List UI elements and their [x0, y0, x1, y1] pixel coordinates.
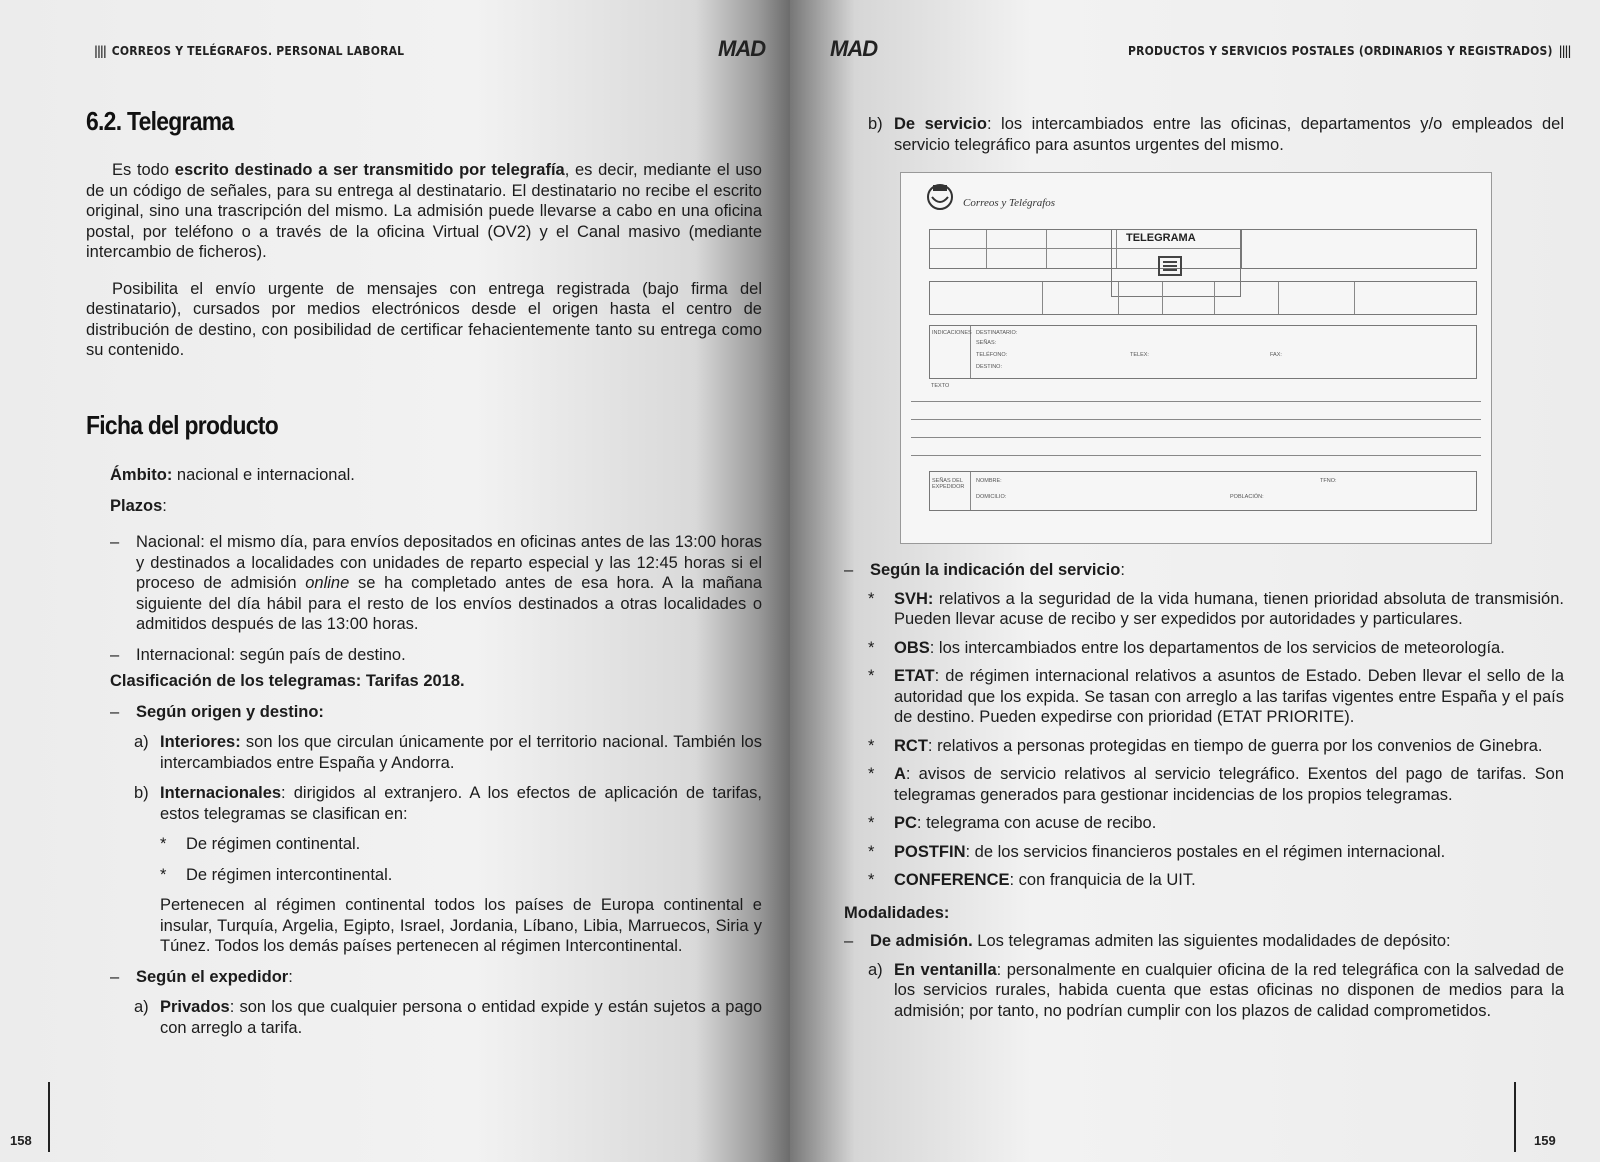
regimen-continental: * De régimen continental. — [160, 835, 361, 853]
running-head-bars: |||| — [94, 44, 106, 58]
indicacion-label: – Según la indicación del servicio: — [844, 561, 1125, 579]
indicacion-section — [844, 560, 1564, 1021]
correos-logo-icon — [923, 181, 957, 211]
service-code-text: : telegrama con acuse de recibo. — [916, 814, 1157, 832]
telegram-form-image — [900, 172, 1492, 544]
right-page-number-rule — [1514, 1082, 1516, 1152]
service-code: POSTFIN — [894, 842, 966, 861]
service-code-text: : de los servicios financieros postales en el régimen internacional. — [965, 842, 1446, 861]
clasificacion-label: Clasificación de los telegramas: Tarifas 2018. — [110, 672, 465, 690]
form-texto-label: TEXTO — [931, 383, 950, 389]
service-code: PC — [894, 814, 917, 832]
form-destinatario-box: INDICACIONES DESTINATARIO: SEÑAS: TELÉFONO: DESTINO: TELEX: FAX: — [929, 325, 1477, 379]
service-code-item: * CONFERENCE: con franquicia de la UIT. — [868, 871, 1196, 889]
left-page — [0, 0, 790, 1162]
origen-destino-label: – Según origen y destino: — [110, 702, 324, 721]
service-code: SVH: — [894, 589, 934, 608]
pertenecen-paragraph: Pertenecen al régimen continental todos los países de Europa continental e insular, Turquía, Argelia, Egipto, Israel, Jordania, Líbano, Libia, Marruecos, Siria y Túnez. Todos los demás países pertenecen al régimen Intercontinental. — [160, 896, 762, 955]
left-publisher-logo: MAD — [718, 36, 766, 61]
right-page-number: 159 — [1534, 1133, 1556, 1148]
right-running-head — [1128, 44, 1576, 58]
plazos-label: Plazos: — [110, 496, 167, 515]
plazo-internacional: – Internacional: según país de destino. — [110, 645, 406, 664]
left-body — [86, 160, 762, 361]
section-title: 6.2. Telegrama — [86, 106, 234, 136]
service-code-text: : avisos de servicio relativos al servicio telegráfico. Exentos del pago de tarifas. Son telegramas generados para gestionar incidencias de los propios telegramas. — [894, 765, 1564, 804]
service-code-item: * OBS: los intercambiados entre los departamentos de los servicios de meteorología. — [868, 638, 1505, 657]
form-expedidor-box: SEÑAS DEL EXPEDIDOR NOMBRE: DOMICILIO: POBLACIÓN: TFNO: — [929, 471, 1477, 511]
service-code-item: * SVH: relativos a la seguridad de la vida humana, tienen prioridad absoluta de transmisión. Pueden llevar acuse de recibo y ser expedidos por autoridades y particulares. — [868, 589, 1564, 628]
left-page-number-rule — [48, 1082, 50, 1152]
ficha-body — [110, 465, 762, 1038]
intro-paragraph-2: Posibilita el envío urgente de mensajes con entrega registrada (bajo firma del destinatario), cursados por medios electrónicos desde el origen hasta el centro de distribución de destino, con posibilidad de certificar fehacientemente tanto su entrega como su contenido. — [86, 279, 762, 359]
ventanilla-item: a) En ventanilla: personalmente en cualquier oficina de la red telegráfica con la salvedad de los servicios rurales, habida cuenta que estas oficinas no disponen de medios para la admisión; por tanto, no podrían cumplir con los plazos de calidad comprometidos. — [868, 960, 1564, 1020]
form-row-grid — [929, 281, 1477, 315]
admision-item: – De admisión. Los telegramas admiten las siguientes modalidades de depósito: — [844, 932, 1451, 950]
left-page-number: 158 — [10, 1133, 32, 1148]
service-code: ETAT — [894, 667, 935, 685]
plazo-nacional: – Nacional: el mismo día, para envíos depositados en oficinas antes de las 13:00 horas y destinados a localidades con unidades de reparto especial y las 12:45 horas si el proceso de admisión online se ha completado antes de esa hora. A la mañana siguiente del día hábil para el resto de los envíos destinados a otras localidades o admitidos después de las 13:00 horas. — [110, 533, 762, 633]
ambito: Ámbito: nacional e internacional. — [110, 466, 355, 484]
interiores-item: a) Interiores: son los que circulan únicamente por el territorio nacional. También los intercambiados entre España y Andorra. — [134, 733, 762, 772]
service-code-text: : con franquicia de la UIT. — [1009, 871, 1196, 889]
service-code: CONFERENCE — [894, 871, 1010, 889]
privados-item: a) Privados: son los que cualquier persona o entidad expide y están sujetos a pago con arreglo a tarifa. — [134, 998, 762, 1037]
service-code-text: : de régimen internacional relativos a asuntos de Estado. Deben llevar el sello de la autoridad que los expida. Se tasan con arreglo a las tarifas vigentes entre España y el país de destino. Pueden expedirse con prioridad (ETAT PRIORITE). — [894, 667, 1564, 726]
service-code-text: relativos a la seguridad de la vida humana, tienen prioridad absoluta de transmisión. Pueden llevar acuse de recibo y ser expedidos por autoridades y particulares. — [894, 589, 1564, 628]
form-brand: Correos y Telégrafos — [963, 197, 1056, 209]
right-publisher-logo: MAD — [830, 36, 878, 61]
left-running-head-text: CORREOS Y TELÉGRAFOS. PERSONAL LABORAL — [111, 44, 405, 58]
service-code-item: * RCT: relativos a personas protegidas en tiempo de guerra por los convenios de Ginebra. — [868, 736, 1543, 755]
service-code-item: * PC: telegrama con acuse de recibo. — [868, 814, 1157, 832]
telegram-icon — [1158, 256, 1182, 276]
form-right-grid — [1241, 229, 1477, 269]
service-code: OBS — [894, 638, 930, 657]
ficha-title: Ficha del producto — [86, 410, 278, 440]
service-code: A — [894, 765, 906, 783]
servicio-item: b) De servicio: los intercambiados entre las oficinas, departamentos y/o empleados del servicio telegráfico para asuntos urgentes del mismo. — [868, 115, 1564, 154]
service-code-item: * POSTFIN: de los servicios financieros postales en el régimen internacional. — [868, 842, 1446, 861]
internacionales-item: b) Internacionales: dirigidos al extranjero. A los efectos de aplicación de tarifas, estos telegramas se clasifican en: — [134, 784, 762, 823]
right-running-head-text: PRODUCTOS Y SERVICIOS POSTALES (ORDINARIOS Y REGISTRADOS) — [1128, 44, 1553, 58]
service-code-item: * A: avisos de servicio relativos al servicio telegráfico. Exentos del pago de tarifas. Son telegramas generados para gestionar incidencias de los propios telegramas. — [868, 765, 1564, 804]
service-code-text: : relativos a personas protegidas en tiempo de guerra por los convenios de Ginebra. — [927, 736, 1543, 755]
left-running-head — [88, 44, 404, 58]
service-code: RCT — [894, 736, 928, 755]
regimen-intercontinental: * De régimen intercontinental. — [160, 865, 393, 884]
modalidades-label: Modalidades: — [844, 903, 950, 922]
expedidor-label: – Según el expedidor: — [110, 967, 293, 986]
form-title: TELEGRAMA — [1126, 232, 1196, 244]
service-code-text: : los intercambiados entre los departamentos de los servicios de meteorología. — [929, 638, 1505, 657]
running-head-bars: |||| — [1558, 44, 1571, 58]
service-code-item: * ETAT: de régimen internacional relativos a asuntos de Estado. Deben llevar el sello de la autoridad que los expida. Se tasan con arreglo a las tarifas vigentes entre España y el país de destino. Pueden expedirse con prioridad (ETAT PRIORITE). — [868, 667, 1564, 726]
service-codes-list — [844, 589, 1564, 891]
intro-paragraph-1: Es todo escrito destinado a ser transmitido por telegrafía, es decir, mediante el uso de un código de señales, para su entrega al destinatario. El destinatario no recibe el escrito original, sino una trascripción del mismo. La admisión puede llevarse a cabo en una oficina postal, por teléfono o a través de la oficina Virtual (OV2) y el Canal masivo (mediante intercambio de ficheros). — [86, 161, 762, 261]
